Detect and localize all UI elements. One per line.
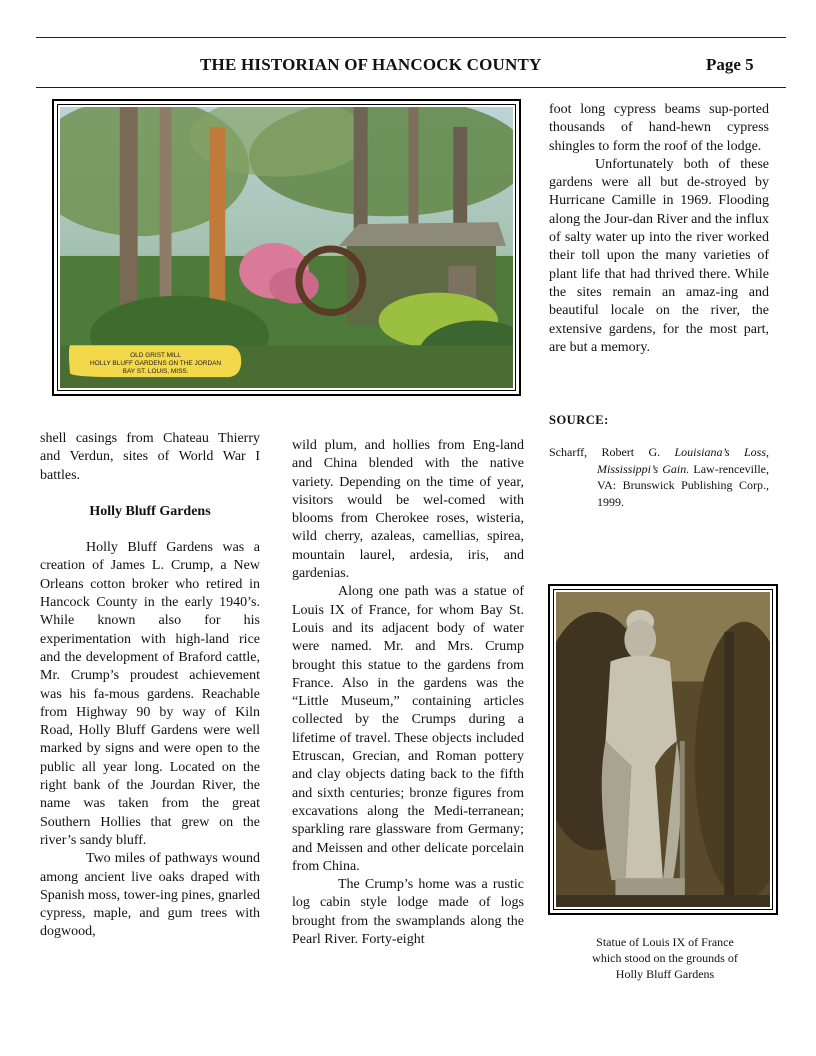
caption-line-1: Statue of Louis IX of France — [596, 935, 734, 949]
page-number: Page 5 — [706, 55, 754, 74]
source-citation — [549, 444, 769, 510]
header-top-rule — [36, 37, 786, 38]
header-bottom-rule — [36, 87, 786, 88]
grist-mill-illustration — [60, 107, 513, 388]
col2-paragraph-2: The Crump’s home was a rustic log cabin style lodge made of logs brought from the swamplands along the Pearl River. Forty-eight — [292, 877, 524, 948]
column-2 — [292, 437, 524, 949]
grist-mill-postcard — [52, 99, 521, 396]
newsletter-title: THE HISTORIAN OF HANCOCK COUNTY — [200, 55, 542, 74]
caption-line-2: which stood on the grounds of — [592, 951, 738, 965]
postcard-label-line2: HOLLY BLUFF GARDENS ON THE JORDAN — [90, 360, 222, 368]
col1-continued-paragraph: shell casings from Chateau Thierry and Verdun, sites of World War I battles. — [40, 431, 260, 483]
louis-ix-statue-photo — [548, 584, 778, 915]
statue-illustration — [556, 592, 770, 907]
source-author: Scharff, Robert G. — [549, 445, 661, 459]
postcard-label-line1: OLD GRIST MILL — [130, 352, 182, 360]
col3-continued-paragraph: foot long cypress beams sup-ported thousands of hand-hewn cypress shingles to form the roof of the lodge. — [549, 102, 769, 154]
col3-paragraph-1: Unfortunately both of these gardens were all but de-stroyed by Hurricane Camille in 1969. Flooding along the Jour-dan River and the influx of salty water up into the river worked their toll upon the many varieties of plant life that had thrived there. While the sites remain an amaz-ing and beautiful locale on the river, the extensive gardens, for the most part, are but a memory. — [549, 156, 769, 355]
louis-ix-statue-photo-inner — [553, 589, 773, 910]
source-book-title: Louisiana’s Loss, Mississippi’s Gain. — [597, 445, 769, 476]
caption-line-3: Holly Bluff Gardens — [615, 967, 715, 981]
postcard-label-line3: BAY ST. LOUIS, MISS. — [122, 368, 189, 376]
col2-paragraph-1: Along one path was a statue of Louis IX of France, for whom Bay St. Louis and its adjacent body of water were named. Mr. and Mrs. Crump brought this statue to the gardens from France. Also in the gardens was the “Little Museum,” containing articles collected by the Crumps during a lifetime of travel. These objects included Etruscan, Grecian, and Roman pottery and clay objects dating back to the fifth and sixth centuries; bronze figures from excavations along the Medi-terranean; sparkling rare glassware from Germany; and Meissen and other delicate porcelain from China. — [292, 584, 524, 874]
col2-continued-paragraph: wild plum, and hollies from Eng-land and China blended with the native variety. Depending on the time of year, visitors would be wel-comed with blooms from Cherokee roses, wisteria, wild cherry, azaleas, camellias, spirea, mountain laurel, ardesia, iris, and gardenias. — [292, 438, 524, 582]
section-heading-holly-bluff: Holly Bluff Gardens — [89, 503, 211, 519]
source-publisher: Law-renceville, VA: Brunswick Publishing Corp., 1999. — [597, 461, 769, 509]
column-3 — [549, 101, 769, 357]
col1-paragraph-1: Holly Bluff Gardens was a creation of James L. Crump, a New Orleans cotton broker who retired in Hancock County in the early 1940’s. While known also for his experimentation with high-land rice and the development of Braford cattle, Mr. Crump’s proudest achievement was his fa-mous gardens. Reachable from Highway 90 by way of Kiln Road, Holly Bluff Gardens were well marked by signs and were open to the public all year long. Located on the right bank of the Jourdan River, the name was taken from the great Southern Hollies that grew on the river’s sandy bluff. — [40, 540, 260, 848]
col1-paragraph-2: Two miles of pathways wound among ancient live oaks draped with Spanish moss, tower-ing pines, gnarled cypress, maple, and gum trees with dogwood, — [40, 851, 260, 940]
statue-caption — [560, 934, 770, 982]
column-1 — [40, 430, 260, 942]
grist-mill-postcard-inner — [57, 104, 516, 391]
source-heading: SOURCE: — [549, 413, 609, 427]
